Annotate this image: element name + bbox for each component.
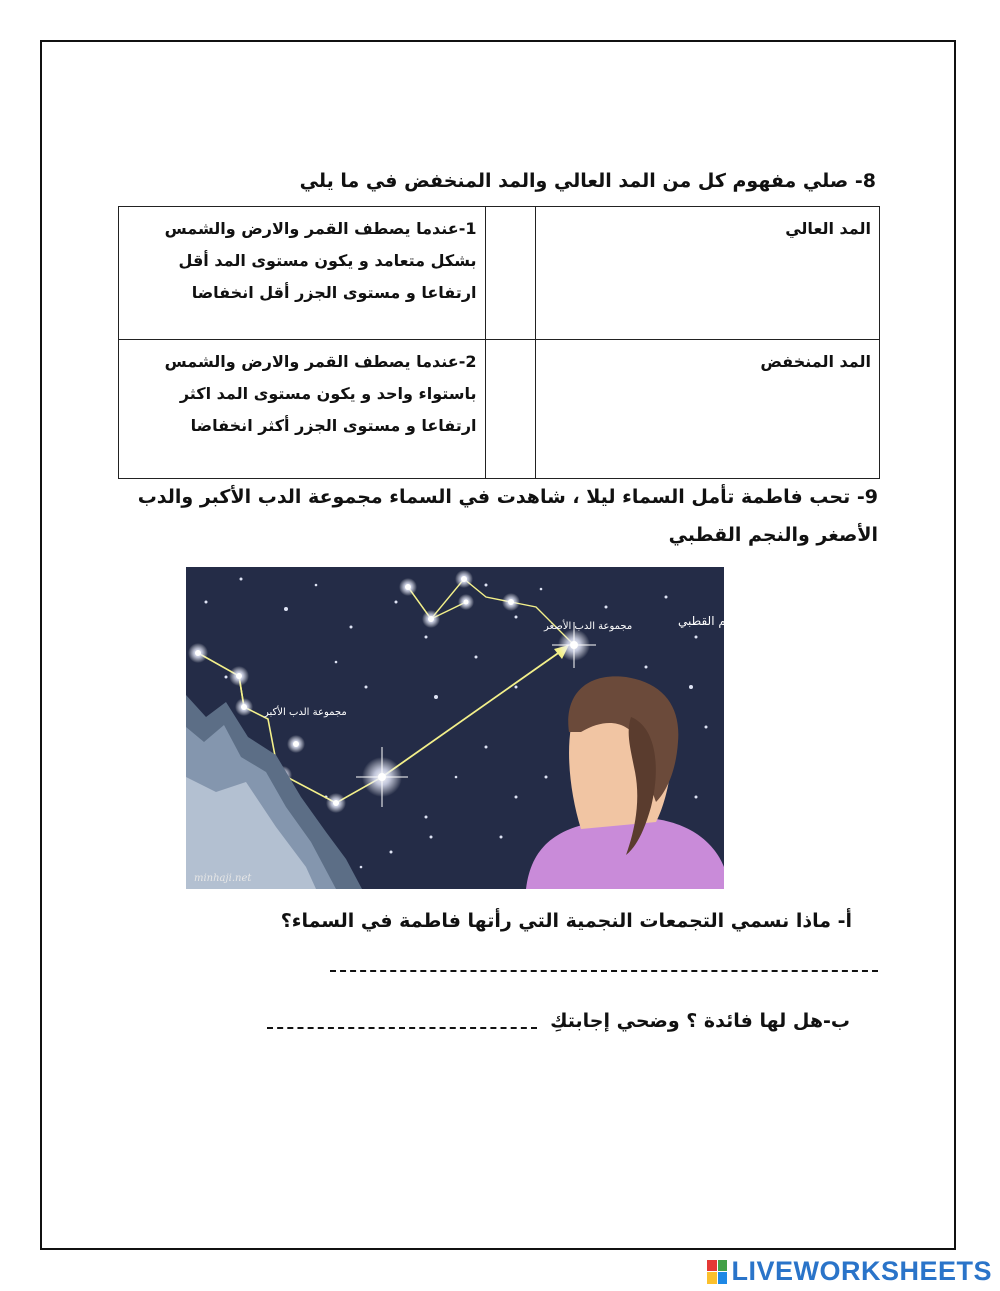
brand-name: LIVEWORKSHEETS	[731, 1256, 992, 1286]
question-9b-row	[150, 1010, 850, 1032]
definition-1: 1-عندما يصطف القمر والارض والشمس بشكل متعامد و يكون مستوى المد أقل ارتفاعا و مستوى الجزر أقل انخفاضا	[119, 207, 486, 340]
answer-line-a[interactable]	[330, 968, 878, 972]
liveworksheets-logo-icon	[707, 1260, 727, 1284]
term-low-tide: المد المنخفض	[536, 340, 880, 479]
term-high-tide: المد العالي	[536, 207, 880, 340]
night-sky-illustration	[186, 567, 745, 889]
table-row	[119, 207, 880, 340]
liveworksheets-brand	[707, 1256, 992, 1287]
answer-box-2[interactable]	[485, 340, 536, 479]
label-big-dipper: مجموعة الدب الأكبر	[264, 707, 347, 718]
question-9-text: 9- تحب فاطمة تأمل السماء ليلا ، شاهدت في السماء مجموعة الدب الأكبر والدب الأصغر والنجم القطبي	[137, 486, 878, 546]
label-polaris: النجم القطبي	[678, 614, 745, 628]
label-little-dipper: مجموعة الدب الأصغر	[544, 621, 633, 632]
question-9a: أ- ماذا نسمي التجمعات النجمية التي رأتها فاطمة في السماء؟	[280, 910, 852, 932]
question-9b: ب-هل لها فائدة ؟ وضحي إجابتكِ	[550, 1010, 850, 1032]
question-8-title: 8- صلي مفهوم كل من المد العالي والمد المنخفض في ما يلي	[299, 170, 876, 192]
table-row	[119, 340, 880, 479]
answer-box-1[interactable]	[485, 207, 536, 340]
matching-table	[118, 206, 880, 479]
answer-line-b[interactable]	[267, 1015, 537, 1029]
watermark: minhaji.net	[194, 873, 252, 884]
definition-2: 2-عندما يصطف القمر والارض والشمس باستواء واحد و يكون مستوى المد اكثر ارتفاعا و مستوى الجزر أكثر انخفاضا	[119, 340, 486, 479]
